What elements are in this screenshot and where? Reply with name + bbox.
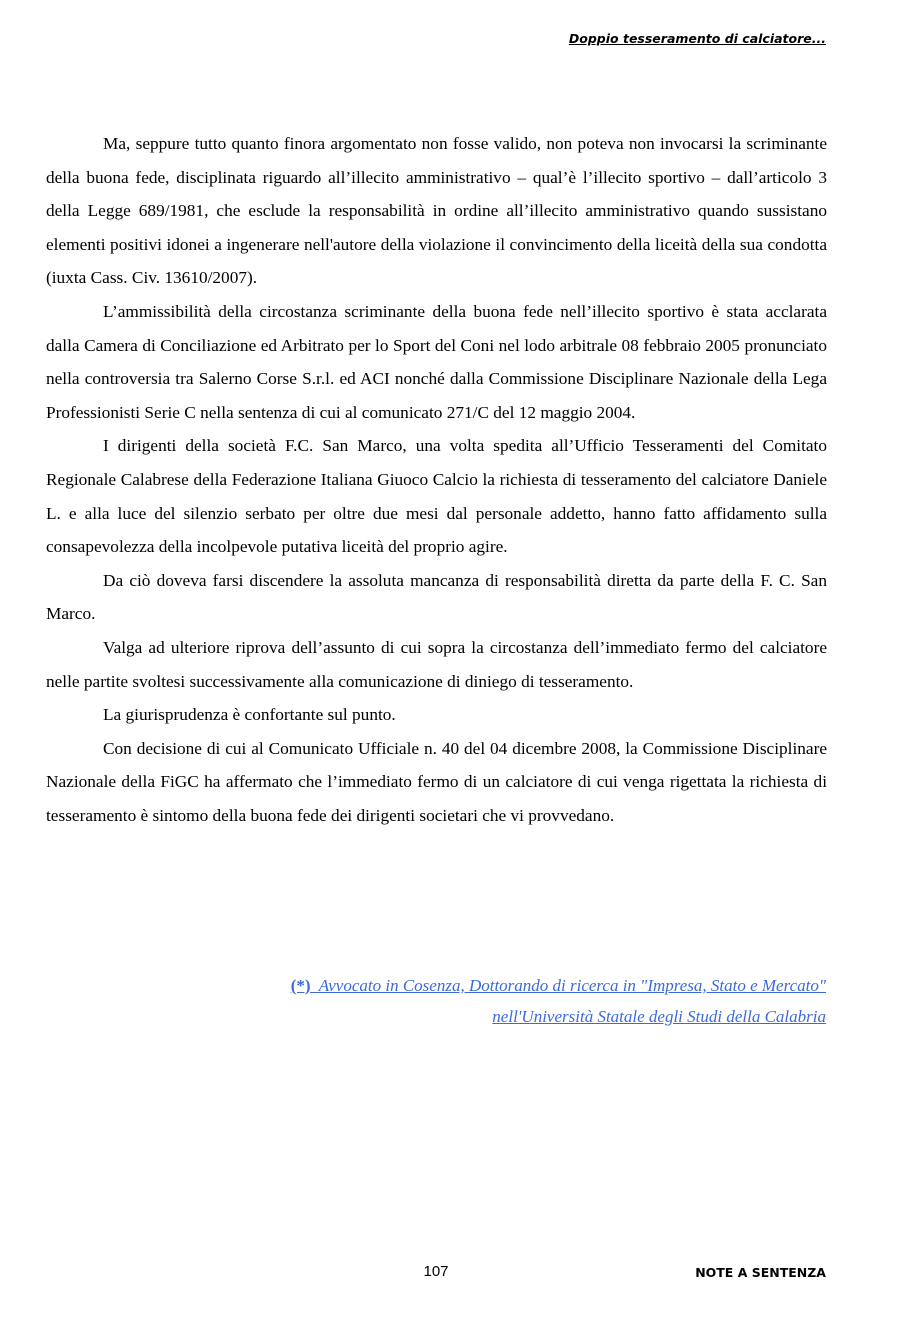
paragraph: Con decisione di cui al Comunicato Ufficiale n. 40 del 04 dicembre 2008, la Commissione Disciplinare Nazionale della FiGC ha affermato che l’immediato fermo di un calciatore di cui venga rigettata la richiesta di tesseramento è sintomo della buona fede dei dirigenti societari che vi provvedano. bbox=[46, 738, 827, 825]
article-body bbox=[46, 127, 827, 832]
footnote-line-1[interactable] bbox=[291, 970, 826, 1001]
footnote-marker: (*) bbox=[290, 976, 311, 995]
footnote-line-2[interactable] bbox=[291, 1001, 826, 1032]
paragraph: Valga ad ulteriore riprova dell’assunto di cui sopra la circostanza dell’immediato fermo del calciatore nelle partite svoltesi successivamente alla comunicazione di diniego di tesseramento. bbox=[46, 637, 827, 691]
paragraph: Ma, seppure tutto quanto finora argomentato non fosse valido, non poteva non invocarsi la scriminante della buona fede, disciplinata riguardo all’illecito amministrativo – qual’è l’illecito sportivo – dall’articolo 3 della Legge 689/1981, che esclude la responsabilità in ordine all’illecito amministrativo quando sussistano elementi positivi idonei a ingenerare nell'autore della violazione il convincimento della liceità della sua condotta (iuxta Cass. Civ. 13610/2007). bbox=[46, 134, 827, 288]
author-footnote[interactable] bbox=[291, 970, 826, 1032]
running-header: Doppio tesseramento di calciatore... bbox=[568, 31, 826, 46]
section-title: NOTE A SENTENZA bbox=[695, 1265, 826, 1280]
paragraph: L’ammissibilità della circostanza scriminante della buona fede nell’illecito sportivo è stata acclarata dalla Camera di Conciliazione ed Arbitrato per lo Sport del Coni nel lodo arbitrale 08 febbraio 2005 pronunciato nella controversia tra Salerno Corse S.r.l. ed ACI nonché dalla Commissione Disciplinare Nazionale della Lega Professionisti Serie C nella sentenza di cui al comunicato 271/C del 12 maggio 2004. bbox=[46, 301, 827, 422]
paragraph: I dirigenti della società F.C. San Marco, una volta spedita all’Ufficio Tesseramenti del Comitato Regionale Calabrese della Federazione Italiana Giuoco Calcio la richiesta di tesseramento del calciatore Daniele L. e alla luce del silenzio serbato per oltre due mesi dal personale addetto, hanno fatto affidamento sulla consapevolezza della incolpevole putativa liceità del proprio agire. bbox=[46, 436, 827, 557]
paragraph: Da ciò doveva farsi discendere la assoluta mancanza di responsabilità diretta da parte della F. C. San Marco. bbox=[46, 570, 827, 624]
page-number: 107 bbox=[423, 1263, 449, 1280]
paragraph: La giurisprudenza è confortante sul punto. bbox=[103, 705, 396, 725]
footnote-affiliation: Avvocato in Cosenza, Dottorando di ricerca in "Impresa, Stato e Mercato" bbox=[318, 976, 826, 995]
footnote-university: nell'Università Statale degli Studi della Calabria bbox=[492, 1007, 826, 1026]
